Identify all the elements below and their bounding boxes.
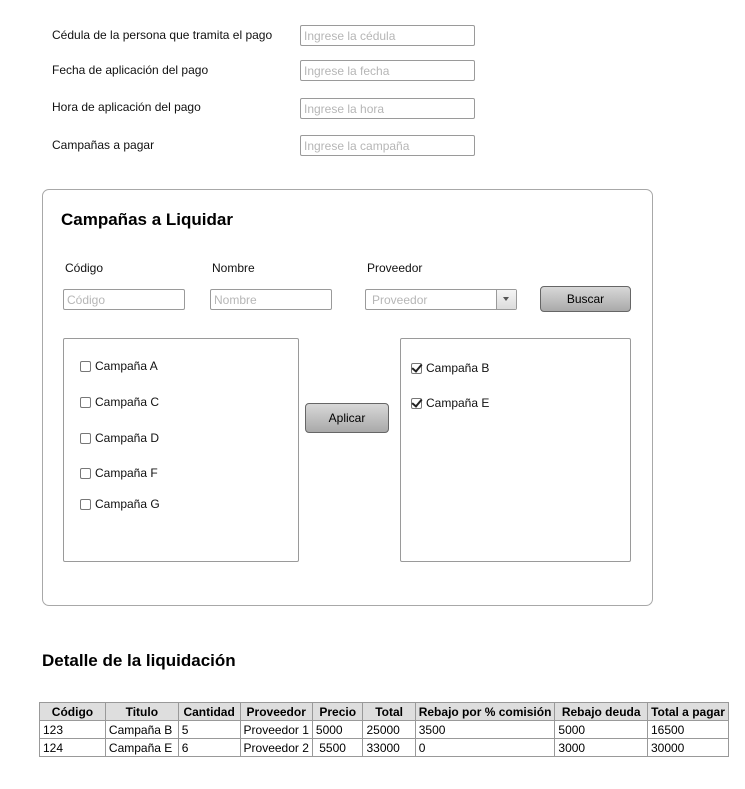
column-header: Rebajo por % comisión: [415, 703, 555, 721]
table-cell: Proveedor 1: [240, 721, 312, 739]
table-cell: 6: [178, 739, 240, 757]
checkbox[interactable]: [80, 397, 91, 408]
provider-filter-label: Proveedor: [367, 261, 423, 275]
hora-input[interactable]: [300, 98, 475, 119]
campaign-label: Campaña D: [95, 431, 160, 445]
campanas-label: Campañas a pagar: [52, 138, 155, 152]
list-item[interactable]: [411, 395, 489, 411]
table-cell: Proveedor 2: [240, 739, 312, 757]
code-filter-input[interactable]: [63, 289, 185, 310]
checkbox[interactable]: [80, 433, 91, 444]
checkbox-checked[interactable]: [411, 398, 422, 409]
table-cell: 16500: [647, 721, 728, 739]
code-filter-label: Código: [65, 261, 104, 275]
hora-label: Hora de aplicación del pago: [52, 100, 201, 114]
table-cell: 124: [40, 739, 106, 757]
table-cell: 123: [40, 721, 106, 739]
checkbox[interactable]: [80, 499, 91, 510]
table-cell: 5: [178, 721, 240, 739]
list-item[interactable]: [80, 465, 158, 481]
table-cell: 30000: [647, 739, 728, 757]
column-header: Titulo: [105, 703, 178, 721]
search-button[interactable]: Buscar: [540, 286, 631, 312]
detail-title: Detalle de la liquidación: [42, 651, 236, 670]
column-header: Cantidad: [178, 703, 240, 721]
cedula-label: Cédula de la persona que tramita el pago: [52, 28, 273, 42]
campaign-label: Campaña G: [95, 497, 160, 511]
chevron-down-icon[interactable]: [496, 290, 516, 309]
name-filter-input[interactable]: [210, 289, 332, 310]
table-cell: 3500: [415, 721, 555, 739]
column-header: Código: [40, 703, 106, 721]
table-cell: 25000: [363, 721, 415, 739]
campaigns-panel: [42, 189, 653, 606]
campaign-label: Campaña F: [95, 466, 158, 480]
provider-select-placeholder: Proveedor: [372, 293, 428, 307]
list-item[interactable]: [80, 358, 158, 374]
table-cell: 3000: [555, 739, 648, 757]
apply-button[interactable]: Aplicar: [305, 403, 389, 433]
list-item[interactable]: [411, 360, 489, 376]
checkbox-checked[interactable]: [411, 363, 422, 374]
table-cell: 0: [415, 739, 555, 757]
table-cell: 5500: [312, 739, 363, 757]
list-item[interactable]: [80, 430, 159, 446]
fecha-label: Fecha de aplicación del pago: [52, 63, 209, 77]
column-header: Precio: [312, 703, 363, 721]
checkbox[interactable]: [80, 361, 91, 372]
column-header: Proveedor: [240, 703, 312, 721]
detail-table: [39, 702, 729, 757]
table-row: [40, 721, 729, 739]
table-cell: 5000: [555, 721, 648, 739]
campaign-label: Campaña A: [95, 359, 158, 373]
list-item[interactable]: [80, 496, 160, 512]
table-cell: Campaña E: [105, 739, 178, 757]
table-cell: 33000: [363, 739, 415, 757]
campaign-label: Campaña B: [426, 361, 490, 375]
selected-campaigns-list[interactable]: [400, 338, 631, 562]
available-campaigns-list[interactable]: [63, 338, 299, 562]
fecha-input[interactable]: [300, 60, 475, 81]
column-header: Total a pagar: [647, 703, 728, 721]
campaigns-panel-title: Campañas a Liquidar: [61, 210, 233, 229]
column-header: Rebajo deuda: [555, 703, 648, 721]
column-header: Total: [363, 703, 415, 721]
campanas-input[interactable]: [300, 135, 475, 156]
cedula-input[interactable]: [300, 25, 475, 46]
campaign-label: Campaña E: [426, 396, 490, 410]
campaign-label: Campaña C: [95, 395, 160, 409]
table-row: [40, 739, 729, 757]
checkbox[interactable]: [80, 468, 91, 479]
table-cell: Campaña B: [105, 721, 178, 739]
list-item[interactable]: [80, 394, 159, 410]
table-cell: 5000: [312, 721, 363, 739]
provider-select[interactable]: [365, 289, 517, 310]
table-header-row: [40, 703, 729, 721]
name-filter-label: Nombre: [212, 261, 255, 275]
